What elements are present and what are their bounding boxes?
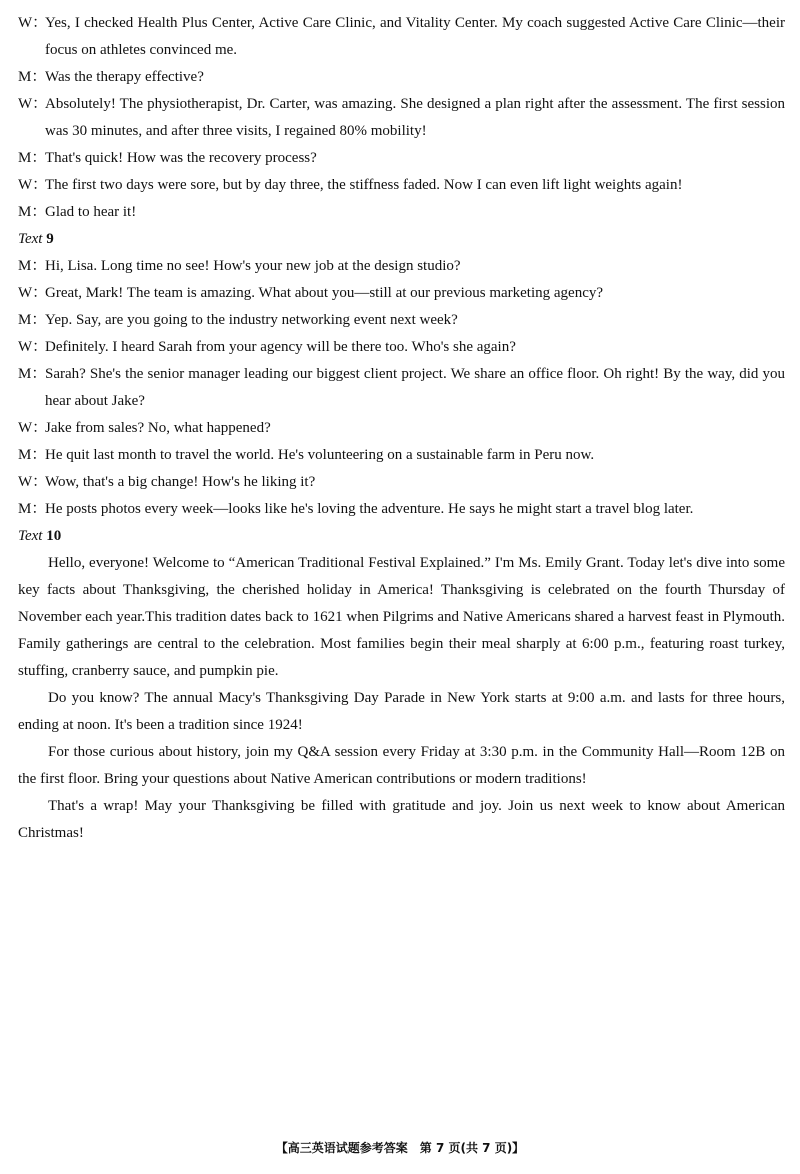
utterance: He quit last month to travel the world. He's volunteering on a sustainable farm in Peru now.: [45, 447, 595, 463]
utterance: He posts photos every week—looks like he's loving the adventure. He says he might start a travel blog later.: [45, 501, 694, 517]
utterance: Yep. Say, are you going to the industry networking event next week?: [45, 312, 458, 328]
dialogue-line: [18, 442, 785, 469]
dialogue-line: [18, 199, 785, 226]
dialogue-line: [18, 334, 785, 361]
page-footer: 【高三英语试题参考答案 第 7 页(共 7 页)】: [275, 1141, 525, 1155]
utterance: Absolutely! The physiotherapist, Dr. Carter, was amazing. She designed a plan right after the assessment. The first session was 30 minutes, and after three visits, I regained 80% mobility!: [45, 96, 785, 139]
utterance: Wow, that's a big change! How's he liking it?: [45, 474, 316, 490]
dialogue-line: [18, 64, 785, 91]
dialogue-line: [18, 10, 785, 64]
speaker: M：: [18, 447, 47, 463]
utterance: Was the therapy effective?: [45, 69, 204, 85]
text10-monologue: [18, 550, 785, 847]
paragraph: For those curious about history, join my Q&A session every Friday at 3:30 p.m. in the Community Hall—Room 12B on the first floor. Bring your questions about Native American contributions or modern traditions!: [18, 744, 785, 787]
dialogue-line: [18, 415, 785, 442]
heading-word: Text: [18, 231, 43, 247]
speaker: M：: [18, 69, 47, 85]
dialogue-line: [18, 280, 785, 307]
heading-word: Text: [18, 528, 43, 544]
dialogue-line: [18, 91, 785, 145]
speaker: M：: [18, 501, 47, 517]
text9-dialogue: [18, 253, 785, 523]
speaker: W：: [18, 177, 48, 193]
speaker: W：: [18, 339, 48, 355]
dialogue-line: [18, 496, 785, 523]
heading-number: 10: [46, 528, 62, 544]
section-heading-text9: [18, 226, 785, 253]
utterance: Great, Mark! The team is amazing. What about you—still at our previous marketing agency?: [45, 285, 604, 301]
dialogue-line: [18, 307, 785, 334]
utterance: The first two days were sore, but by day three, the stiffness faded. Now I can even lift light weights again!: [45, 177, 683, 193]
heading-number: 9: [46, 231, 54, 247]
speaker: W：: [18, 15, 48, 31]
paragraph: Hello, everyone! Welcome to “American Traditional Festival Explained.” I'm Ms. Emily Grant. Today let's dive into some key facts about Thanksgiving, the cherished holiday in America! Thanksgiving is celebrated on the fourth Thursday of November each year.This tradition dates back to 1621 when Pilgrims and Native Americans shared a harvest feast in Plymouth. Family gatherings are central to the celebration. Most families begin their meal sharply at 6:00 p.m., featuring roast turkey, stuffing, cranberry sauce, and pumpkin pie.: [18, 555, 785, 679]
dialogue-line: [18, 469, 785, 496]
speaker: M：: [18, 312, 47, 328]
speaker: W：: [18, 96, 48, 112]
dialogue-line: [18, 361, 785, 415]
speaker: M：: [18, 258, 47, 274]
page-content: [18, 10, 785, 847]
utterance: Jake from sales? No, what happened?: [45, 420, 271, 436]
utterance: Definitely. I heard Sarah from your agency will be there too. Who's she again?: [45, 339, 516, 355]
speaker: W：: [18, 474, 48, 490]
paragraph: Do you know? The annual Macy's Thanksgiving Day Parade in New York starts at 9:00 a.m. and lasts for three hours, ending at noon. It's been a tradition since 1924!: [18, 690, 785, 733]
section-heading-text10: [18, 523, 785, 550]
utterance: Glad to hear it!: [45, 204, 137, 220]
text8-dialogue: [18, 10, 785, 226]
utterance: Hi, Lisa. Long time no see! How's your new job at the design studio?: [45, 258, 461, 274]
utterance: That's quick! How was the recovery process?: [45, 150, 317, 166]
speaker: M：: [18, 366, 47, 382]
speaker: M：: [18, 204, 47, 220]
speaker: M：: [18, 150, 47, 166]
utterance: Yes, I checked Health Plus Center, Active Care Clinic, and Vitality Center. My coach suggested Active Care Clinic—their focus on athletes convinced me.: [45, 15, 785, 58]
dialogue-line: [18, 145, 785, 172]
paragraph: That's a wrap! May your Thanksgiving be filled with gratitude and joy. Join us next week to know about American Christmas!: [18, 798, 785, 841]
utterance: Sarah? She's the senior manager leading our biggest client project. We share an office floor. Oh right! By the way, did you hear about Jake?: [45, 366, 785, 409]
speaker: W：: [18, 285, 48, 301]
dialogue-line: [18, 253, 785, 280]
speaker: W：: [18, 420, 48, 436]
dialogue-line: [18, 172, 785, 199]
